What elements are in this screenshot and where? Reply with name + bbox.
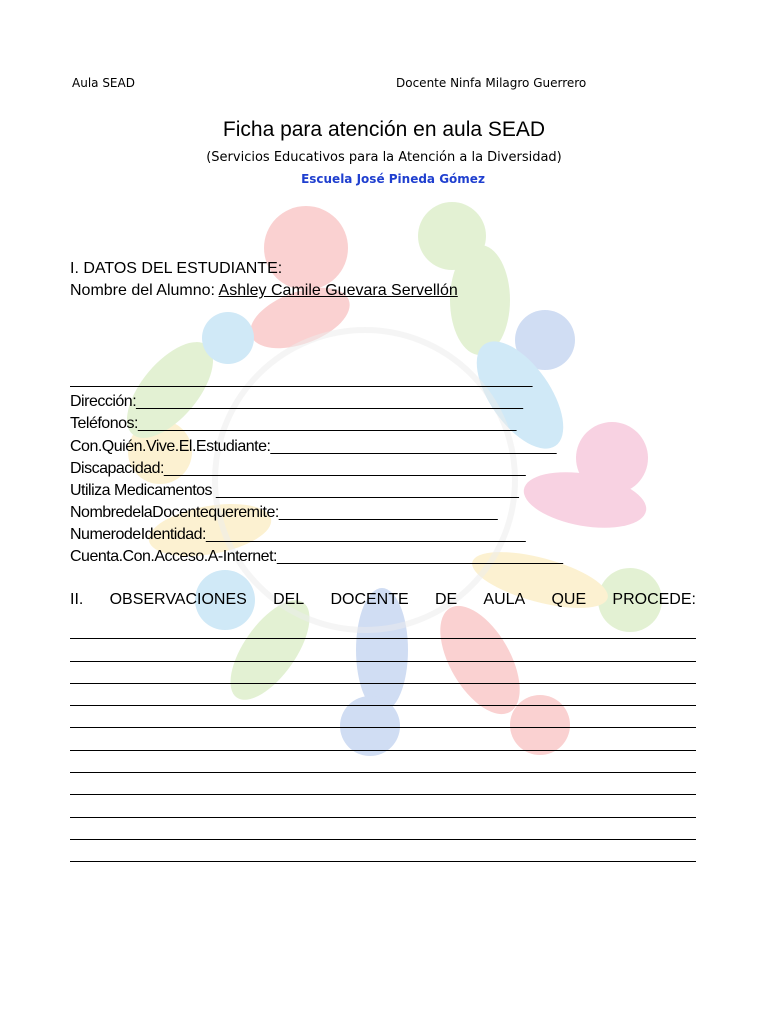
section1-heading: I. DATOS DEL ESTUDIANTE: [70,260,283,277]
page-subtitle: (Servicios Educativos para la Atención a la Diversidad) [206,150,562,165]
id-number-field[interactable]: NumerodeIdentidad:______________________________________ [70,526,526,544]
section2-word: DEL [273,591,305,608]
page-title: Ficha para atención en aula SEAD [222,118,546,141]
observation-line[interactable] [70,617,696,639]
section2-word: II. [70,591,84,608]
observation-line[interactable] [70,795,696,817]
student-name-value[interactable]: Ashley Camile Guevara Servellón [218,282,458,300]
observation-line[interactable] [70,639,696,661]
student-name-row [70,280,698,302]
section2-word: PROCEDE: [612,591,696,608]
medication-field[interactable]: Utiliza Medicamentos ____________________________________ [70,481,519,499]
observations-lines [70,617,696,862]
school-name: Escuela José Pineda Gómez [301,172,485,186]
header-left: Aula SEAD [72,76,135,90]
section2-word: AULA [483,591,526,608]
observation-line[interactable] [70,706,696,728]
observation-line[interactable] [70,773,696,795]
schooling-years-row [70,325,698,347]
student-data-section [70,258,698,569]
student-name-label: Nombre del Alumno: [70,282,219,300]
header-right: Docente Ninfa Milagro Guerrero [396,76,587,90]
internet-access-field[interactable]: Cuenta.Con.Acceso.A-Internet:__________________________________ [70,548,563,566]
lives-with-field[interactable]: Con.Quién.Vive.El.Estudiante:__________________________________ [70,437,556,455]
observation-line[interactable] [70,751,696,773]
section2-word: DE [434,591,458,608]
disability-field[interactable]: Discapacidad:___________________________________________ [70,459,526,477]
parent-name-field[interactable]: _______________________________________________________ [70,370,532,388]
section2-heading [70,591,696,609]
observation-line[interactable] [70,662,696,684]
observation-line[interactable] [70,818,696,840]
observation-line[interactable] [70,840,696,862]
referring-teacher-field[interactable]: NombredelaDocentequeremite:__________________________ [70,504,498,522]
section2-word: OBSERVACIONES [109,591,247,608]
observation-line[interactable] [70,684,696,706]
phones-field[interactable]: Teléfonos:_____________________________________________ [70,415,516,433]
address-field[interactable]: Dirección:______________________________________________ [70,393,523,411]
observation-line[interactable] [70,728,696,750]
section2-word: QUE [551,591,587,608]
age-grade-row [70,302,698,324]
section2-word: DOCENTE [330,591,409,608]
parent-name-row [70,347,698,369]
